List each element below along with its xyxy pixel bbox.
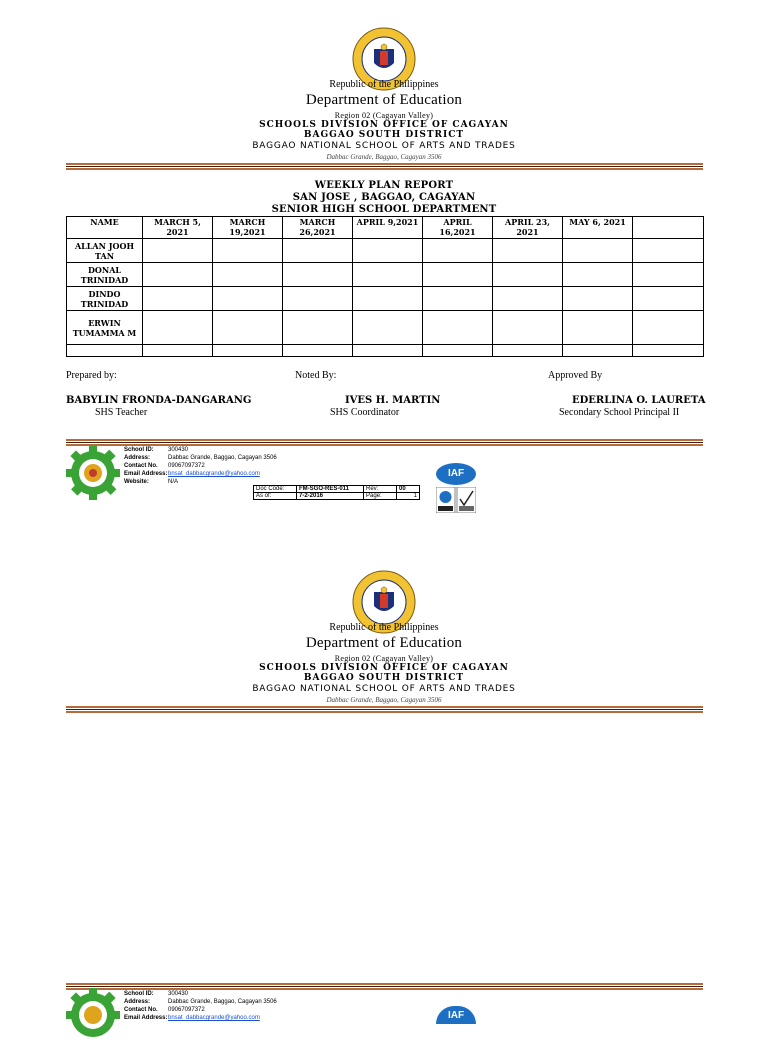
department-name: Department of Education	[305, 92, 463, 108]
contact-value: 09067097372	[168, 1007, 205, 1013]
prepared-by-label: Prepared by:	[66, 370, 117, 381]
rev-label: Rev:	[364, 486, 397, 493]
row-name: ALLAN JOOH TAN	[67, 239, 143, 263]
noted-by-title: SHS Coordinator	[330, 407, 400, 418]
table-row	[67, 287, 704, 311]
email-link[interactable]: bnsat_dabbacgrande@yahoo.com	[168, 1015, 260, 1021]
email-label: Email Address:	[124, 471, 168, 477]
prepared-by-title: SHS Teacher	[95, 407, 148, 418]
contact-value: 09067097372	[168, 463, 205, 469]
school-id-value: 300430	[168, 991, 189, 997]
report-location: SAN JOSE , BAGGAO, CAGAYAN	[292, 192, 476, 203]
republic-line: Republic of the Philippines	[329, 622, 439, 633]
address-value: Dabbac Grande, Baggao, Cagayan 3506	[168, 999, 277, 1005]
as-of-label: As of:	[254, 493, 297, 500]
footer-divider	[66, 983, 703, 990]
col-header: APRIL 9,2021	[353, 217, 423, 239]
report-department: SENIOR HIGH SCHOOL DEPARTMENT	[271, 204, 497, 215]
department-name: Department of Education	[305, 635, 463, 651]
iso-certification-badge-icon	[436, 487, 476, 513]
approved-by-name: EDERLINA O. LAURETA	[572, 395, 706, 406]
noted-by-name: IVES H. MARTIN	[345, 395, 441, 406]
approved-by-title: Secondary School Principal II	[559, 407, 680, 418]
district-line: BAGGAO SOUTH DISTRICT	[303, 673, 465, 683]
school-address: Dabbac Grande, Baggao, Cagayan 3506	[326, 696, 442, 704]
table-row	[67, 345, 704, 357]
iaf-logo-icon: IAF	[436, 1006, 476, 1024]
footer-divider	[66, 439, 703, 446]
division-line: SCHOOLS DIVISION OFFICE OF CAGAYAN	[259, 120, 509, 130]
report-title: WEEKLY PLAN REPORT	[314, 180, 454, 191]
row-name: ERWIN TUMAMMA M	[67, 311, 143, 345]
row-name: DINDO TRINIDAD	[67, 287, 143, 311]
address-value: Dabbac Grande, Baggao, Cagayan 3506	[168, 455, 277, 461]
doc-code-value: FM-SGO-RES-011	[297, 486, 364, 493]
as-of-value: 7-2-2016	[297, 493, 364, 500]
website-label: Website:	[124, 479, 149, 485]
contact-label: Contact No.	[124, 1007, 158, 1013]
contact-label: Contact No.	[124, 463, 158, 469]
row-name: DONAL TRINIDAD	[67, 263, 143, 287]
table-row	[67, 263, 704, 287]
header-divider	[66, 163, 703, 170]
region-line: Region 02 (Cagayan Valley)	[334, 654, 434, 663]
doc-code-label: Doc Code:	[254, 486, 297, 493]
col-header: MARCH 5, 2021	[143, 217, 213, 239]
bnsat-gear-logo-icon	[66, 446, 120, 500]
division-line: SCHOOLS DIVISION OFFICE OF CAGAYAN	[259, 663, 509, 673]
prepared-by-name: BABYLIN FRONDA-DANGARANG	[66, 395, 252, 406]
district-line: BAGGAO SOUTH DISTRICT	[303, 130, 465, 140]
col-header: MARCH 26,2021	[283, 217, 353, 239]
school-id-value: 300430	[168, 447, 189, 453]
school-name: BAGGAO NATIONAL SCHOOL OF ARTS AND TRADES	[252, 684, 516, 694]
rev-value: 00	[397, 486, 420, 493]
page-label: Page:	[364, 493, 397, 500]
col-header: APRIL 16,2021	[423, 217, 493, 239]
noted-by-label: Noted By:	[295, 370, 337, 381]
table-row	[67, 239, 704, 263]
school-id-label: School ID:	[124, 447, 154, 453]
col-header	[633, 217, 704, 239]
col-header: NAME	[67, 217, 143, 239]
iaf-logo-icon: IAF	[436, 463, 476, 485]
header-divider	[66, 706, 703, 713]
address-label: Address:	[124, 999, 151, 1005]
col-header: MARCH 19,2021	[213, 217, 283, 239]
weekly-plan-table	[66, 216, 704, 357]
document-control-table	[253, 485, 420, 500]
table-row	[67, 311, 704, 345]
email-link[interactable]: bnsat_dabbacgrande@yahoo.com	[168, 471, 260, 477]
page-value: 1	[397, 493, 420, 500]
bnsat-gear-logo-icon	[66, 988, 120, 1042]
address-label: Address:	[124, 455, 151, 461]
website-value: N/A	[168, 479, 179, 485]
email-label: Email Address:	[124, 1015, 168, 1021]
footer-contact-block	[124, 990, 277, 1022]
school-name: BAGGAO NATIONAL SCHOOL OF ARTS AND TRADES	[252, 141, 516, 151]
col-header: MAY 6, 2021	[563, 217, 633, 239]
row-name	[67, 345, 143, 357]
footer-contact-block	[124, 446, 277, 486]
school-id-label: School ID:	[124, 991, 154, 997]
col-header: APRIL 23, 2021	[493, 217, 563, 239]
school-address: Dabbac Grande, Baggao, Cagayan 3506	[326, 153, 442, 161]
approved-by-label: Approved By	[548, 370, 603, 381]
region-line: Region 02 (Cagayan Valley)	[334, 111, 434, 120]
republic-line: Republic of the Philippines	[329, 79, 439, 90]
